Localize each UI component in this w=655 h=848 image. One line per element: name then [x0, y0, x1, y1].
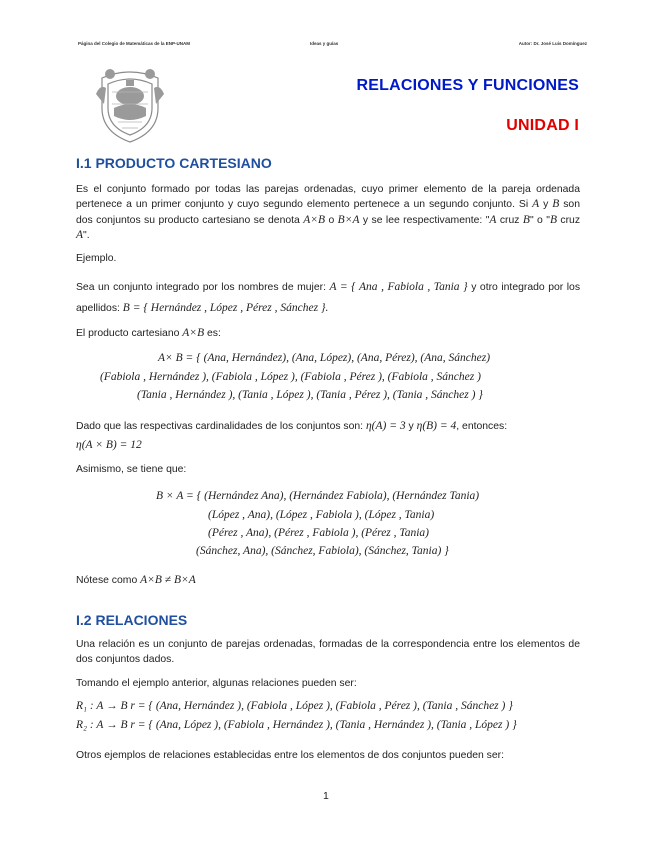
text: son dos conjuntos su producto cartesiano se denota — [76, 199, 580, 226]
equation-bxa-line: (Pérez , Ana), (Pérez , Fabiola ), (Pérez , Tania) — [208, 527, 430, 539]
cardinality-paragraph — [76, 417, 580, 455]
math: B×A — [337, 213, 360, 226]
definition-paragraph — [76, 182, 580, 244]
math: B — [549, 213, 557, 226]
math: η(A) = 3 — [365, 420, 406, 432]
equation-axb-line: (Tania , Hernández ), (Tania , López ), (Tania , Pérez ), (Tania , Sánchez ) } — [137, 389, 483, 401]
relation-r1: R₁ : A → B r = { (Ana, Hernández ), (Fabiola , López ), (Fabiola , Pérez ), (Tania , Sánchez ) } — [76, 700, 513, 712]
unit-title: UNIDAD I — [506, 117, 579, 134]
math: η(A × B) = 12 — [76, 439, 142, 451]
math: A×B — [182, 327, 205, 339]
text: Sea un conjunto integrado por los nombres de mujer: — [76, 282, 326, 293]
text: y — [408, 421, 414, 432]
text: cruz — [560, 214, 581, 226]
section-heading-cartesian-product: I.1 PRODUCTO CARTESIANO — [76, 155, 272, 171]
tomando-paragraph: Tomando el ejemplo anterior, algunas relaciones pueden ser: — [76, 678, 357, 689]
otros-paragraph: Otros ejemplos de relaciones establecidas entre los elementos de dos conjuntos pueden ser: — [76, 750, 504, 761]
text: El producto cartesiano — [76, 328, 180, 339]
math: A×B — [303, 213, 326, 226]
equation-bxa-line: (López , Ana), (López , Fabiola ), (López , Tania) — [208, 509, 435, 521]
text: y se lee respectivamente: " — [362, 214, 490, 226]
unam-seal-logo — [92, 64, 168, 144]
example-label: Ejemplo. — [76, 253, 117, 264]
relation-definition: Una relación es un conjunto de parejas ordenadas, formadas de la correspondencia entre los elementos de dos conjuntos dados. — [76, 639, 580, 666]
text: Es el conjunto formado por todas las parejas ordenadas, cuyo primer elemento de la pareja ordenada pertenece a un primer conjunto y cuyo segundo elemento pertenece a un segundo conjunto. Si — [76, 184, 580, 211]
math-inequality: A×B ≠ B×A — [140, 574, 196, 586]
equation-axb-line: A× B = { (Ana, Hernández), (Ana, López), (Ana, Pérez), (Ana, Sánchez) — [158, 352, 491, 364]
equation-bxa-line: (Sánchez, Ana), (Sánchez, Fabiola), (Sánchez, Tania) } — [196, 545, 449, 557]
math: B — [522, 213, 530, 226]
text: y otro integrado por los apellidos: — [76, 282, 581, 314]
text: y — [543, 199, 549, 211]
math: A — [76, 229, 84, 242]
product-intro — [76, 326, 580, 341]
header-left: Página del Colegio de Matemáticas de la ENP-UNAM — [78, 41, 191, 46]
text: Dado que las respectivas cardinalidades de los conjuntos son: — [76, 421, 364, 432]
text: cruz — [499, 214, 520, 226]
asimismo-paragraph: Asimismo, se tiene que: — [76, 464, 187, 475]
document-title: RELACIONES Y FUNCIONES — [356, 77, 579, 94]
text: ". — [83, 230, 90, 242]
math: A — [532, 198, 540, 211]
math-set-a: A = { Ana , Fabiola , Tania } — [329, 281, 468, 293]
notese-paragraph — [76, 573, 580, 588]
relation-r2: R₂ : A → B r = { (Ana, López ), (Fabiola , Hernández ), (Tania , Hernández ), (Tania , López ) } — [76, 719, 517, 731]
math: A — [489, 213, 497, 226]
equation-bxa-line: B × A = { (Hernández Ana), (Hernández Fabiola), (Hernández Tania) — [156, 490, 480, 502]
section-heading-relations: I.2 RELACIONES — [76, 612, 188, 628]
text: Nótese como — [76, 575, 138, 586]
math-set-b: B = { Hernández , López , Pérez , Sánchez }. — [122, 302, 329, 314]
text: " o " — [529, 214, 550, 226]
equation-axb-line: (Fabiola , Hernández ), (Fabiola , López ), (Fabiola , Pérez ), (Fabiola , Sánchez ) — [100, 371, 481, 383]
header-right: Autor: Dr. José Luis Domínguez — [518, 41, 587, 46]
math: B — [552, 198, 560, 211]
text: , entonces: — [456, 421, 508, 432]
header-center: Ideas y guías — [310, 41, 339, 46]
sets-paragraph — [76, 277, 580, 319]
text: o — [328, 214, 335, 226]
text: es: — [206, 328, 221, 339]
math: η(B) = 4 — [416, 420, 457, 432]
page-number: 1 — [323, 790, 329, 802]
